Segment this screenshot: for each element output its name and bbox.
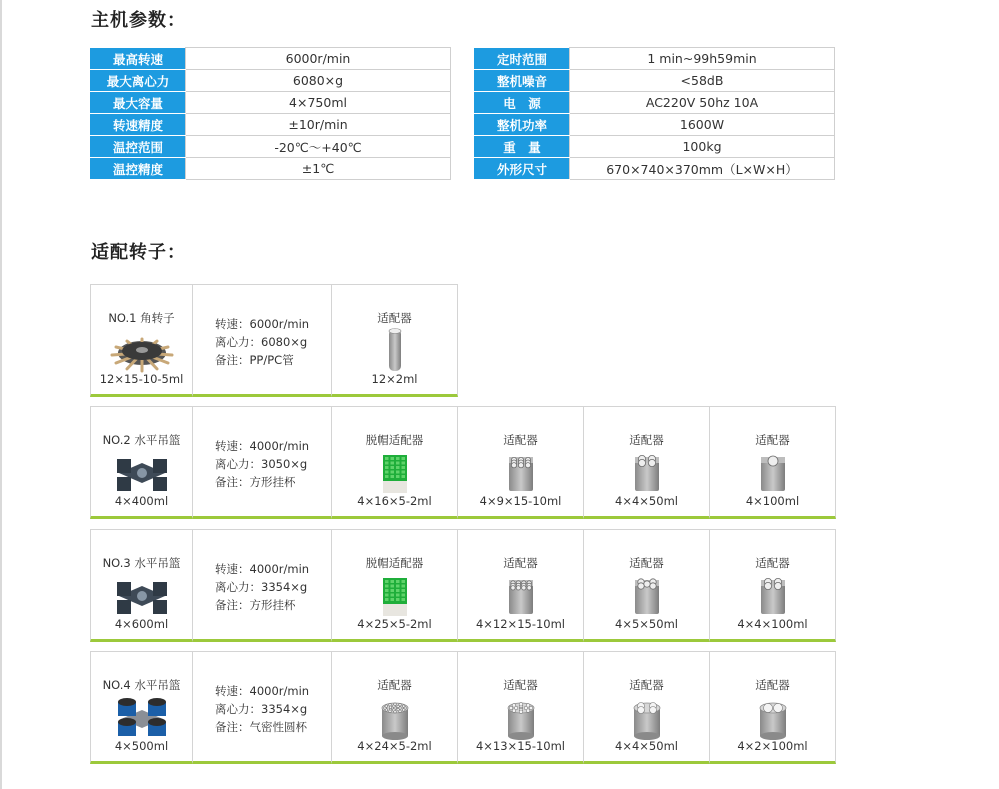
spec-value: -20℃～+40℃ (186, 136, 451, 158)
block-4-icon (612, 449, 682, 499)
rotor-row (90, 284, 457, 397)
rotor-row (90, 529, 835, 642)
spec-key: 转速精度 (91, 114, 186, 136)
specs-table-left (90, 47, 451, 180)
adapter-capacity: 4×100ml (745, 494, 800, 508)
adapter-cell (709, 406, 836, 519)
adapter-capacity: 4×4×50ml (615, 494, 678, 508)
spec-row (475, 136, 835, 158)
block-5-icon (612, 572, 682, 622)
block-12-icon (486, 572, 556, 622)
rotor-capacity: 12×15-10-5ml (99, 372, 184, 386)
block-9-icon (486, 449, 556, 499)
adapter-cell (709, 651, 836, 764)
spec-row (91, 48, 451, 70)
spec-key: 外形尺寸 (475, 158, 570, 180)
adapter-image (584, 449, 709, 499)
rotor-swing-square-icon (107, 449, 177, 499)
spec-key: 最大离心力 (91, 70, 186, 92)
rotor-info-cell (192, 529, 332, 642)
adapter-cell (331, 284, 458, 397)
adapter-cell (583, 406, 710, 519)
rotor-info-line: 离心力：3354×g (215, 702, 308, 716)
adapter-capacity: 4×4×100ml (737, 617, 808, 631)
rotor-info-lines (215, 560, 309, 614)
rotor-info-line: 离心力：3354×g (215, 580, 308, 594)
spec-value: ±1℃ (186, 158, 451, 180)
rotor-info-line: 离心力：6080×g (215, 335, 308, 349)
rotor-info-line: 备注：方形挂杯 (215, 475, 296, 489)
rotor-info-cell (192, 651, 332, 764)
green-rack-icon (360, 449, 430, 499)
rotor-name: NO.4 水平吊篮 (102, 678, 181, 692)
spec-value: <58dB (570, 70, 835, 92)
spec-value: 100kg (570, 136, 835, 158)
rotor-info-line: 转速：4000r/min (215, 562, 310, 576)
spec-key: 电 源 (475, 92, 570, 114)
spec-row (91, 70, 451, 92)
adapter-capacity: 4×16×5-2ml (357, 494, 432, 508)
rotors-title: 适配转子： (91, 242, 186, 263)
rotor-name-cell (90, 284, 193, 397)
adapter-title: 适配器 (503, 678, 538, 692)
adapter-cell (709, 529, 836, 642)
rotor-capacity: 4×400ml (114, 494, 169, 508)
adapter-image (710, 449, 835, 499)
rotor-info-lines (215, 315, 309, 369)
adapter-cell (331, 406, 458, 519)
spec-row (475, 158, 835, 180)
adapter-image (584, 572, 709, 622)
round-many-icon (360, 694, 430, 744)
spec-row (91, 136, 451, 158)
rotor-swing-square-icon (107, 572, 177, 622)
round-2-icon (738, 694, 808, 744)
rotor-info-cell (192, 284, 332, 397)
rotor-image (91, 694, 192, 744)
adapter-cell (457, 406, 584, 519)
adapter-image (332, 694, 457, 744)
rotor-image (91, 449, 192, 499)
adapter-title: 适配器 (755, 678, 790, 692)
adapter-image (332, 572, 457, 622)
adapter-capacity: 4×25×5-2ml (357, 617, 432, 631)
green-rack-icon (360, 572, 430, 622)
spec-value: 4×750ml (186, 92, 451, 114)
adapter-title: 脱帽适配器 (365, 433, 424, 447)
adapter-capacity: 4×4×50ml (615, 739, 678, 753)
adapter-cell (331, 529, 458, 642)
adapter-capacity: 4×13×15-10ml (475, 739, 566, 753)
adapter-cell (583, 529, 710, 642)
spec-value: 1 min~99h59min (570, 48, 835, 70)
adapter-image (710, 572, 835, 622)
rotor-name-cell (90, 651, 193, 764)
round-4-icon (612, 694, 682, 744)
rotor-name: NO.3 水平吊篮 (102, 556, 181, 570)
rotor-info-line: 备注：气密性圆杯 (215, 720, 307, 734)
spec-row (91, 158, 451, 180)
spec-key: 最大容量 (91, 92, 186, 114)
rotor-info-lines (215, 682, 309, 736)
round-13-icon (486, 694, 556, 744)
rotor-info-lines (215, 437, 309, 491)
spec-key: 整机功率 (475, 114, 570, 136)
adapter-capacity: 4×9×15-10ml (479, 494, 562, 508)
adapter-image (458, 694, 583, 744)
spec-row (475, 114, 835, 136)
adapter-image (332, 327, 457, 377)
adapter-title: 适配器 (629, 433, 664, 447)
adapter-title: 适配器 (503, 433, 538, 447)
rotor-name: NO.1 角转子 (108, 311, 175, 325)
rotor-image (91, 572, 192, 622)
spec-value: AC220V 50hz 10A (570, 92, 835, 114)
adapter-image (458, 449, 583, 499)
adapter-capacity: 4×2×100ml (737, 739, 808, 753)
rotor-info-line: 转速：6000r/min (215, 317, 310, 331)
spec-row (91, 92, 451, 114)
adapter-title: 适配器 (377, 311, 412, 325)
adapter-title: 适配器 (377, 678, 412, 692)
adapter-cell (457, 651, 584, 764)
adapter-title: 脱帽适配器 (365, 556, 424, 570)
spec-row (475, 92, 835, 114)
adapter-title: 适配器 (629, 678, 664, 692)
adapter-cell (331, 651, 458, 764)
rotor-row (90, 651, 835, 764)
spec-value: ±10r/min (186, 114, 451, 136)
spec-value: 6080×g (186, 70, 451, 92)
tube-icon (360, 327, 430, 377)
spec-key: 整机噪音 (475, 70, 570, 92)
rotor-capacity: 4×600ml (114, 617, 169, 631)
adapter-cell (583, 651, 710, 764)
rotor-image (91, 327, 192, 377)
specs-title: 主机参数： (91, 10, 186, 31)
rotor-info-cell (192, 406, 332, 519)
spec-row (475, 48, 835, 70)
adapter-image (584, 694, 709, 744)
spec-key: 定时范围 (475, 48, 570, 70)
spec-key: 最高转速 (91, 48, 186, 70)
spec-row (475, 70, 835, 92)
rotor-info-line: 转速：4000r/min (215, 439, 310, 453)
page-left-rule (0, 0, 2, 789)
rotor-row (90, 406, 835, 519)
adapter-capacity: 4×12×15-10ml (475, 617, 566, 631)
adapter-title: 适配器 (755, 556, 790, 570)
block-1-icon (738, 449, 808, 499)
spec-row (91, 114, 451, 136)
rotor-name-cell (90, 529, 193, 642)
rotor-info-line: 转速：4000r/min (215, 684, 310, 698)
spec-value: 1600W (570, 114, 835, 136)
rotor-info-line: 备注：PP/PC管 (215, 353, 294, 367)
adapter-capacity: 4×5×50ml (615, 617, 678, 631)
adapter-title: 适配器 (503, 556, 538, 570)
adapter-title: 适配器 (629, 556, 664, 570)
rotor-capacity: 4×500ml (114, 739, 169, 753)
specs-table-right (474, 47, 835, 180)
spec-value: 6000r/min (186, 48, 451, 70)
adapter-image (332, 449, 457, 499)
rotor-angle-icon (107, 327, 177, 377)
spec-key: 温控精度 (91, 158, 186, 180)
spec-key: 温控范围 (91, 136, 186, 158)
rotor-swing-round-icon (107, 694, 177, 744)
block-4-icon (738, 572, 808, 622)
rotor-info-line: 离心力：3050×g (215, 457, 308, 471)
spec-value: 670×740×370mm（L×W×H） (570, 158, 835, 180)
adapter-capacity: 4×24×5-2ml (357, 739, 432, 753)
rotor-name-cell (90, 406, 193, 519)
adapter-cell (457, 529, 584, 642)
spec-key: 重 量 (475, 136, 570, 158)
adapter-image (710, 694, 835, 744)
rotor-info-line: 备注：方形挂杯 (215, 598, 296, 612)
adapter-capacity: 12×2ml (371, 372, 418, 386)
adapter-title: 适配器 (755, 433, 790, 447)
rotor-name: NO.2 水平吊篮 (102, 433, 181, 447)
adapter-image (458, 572, 583, 622)
